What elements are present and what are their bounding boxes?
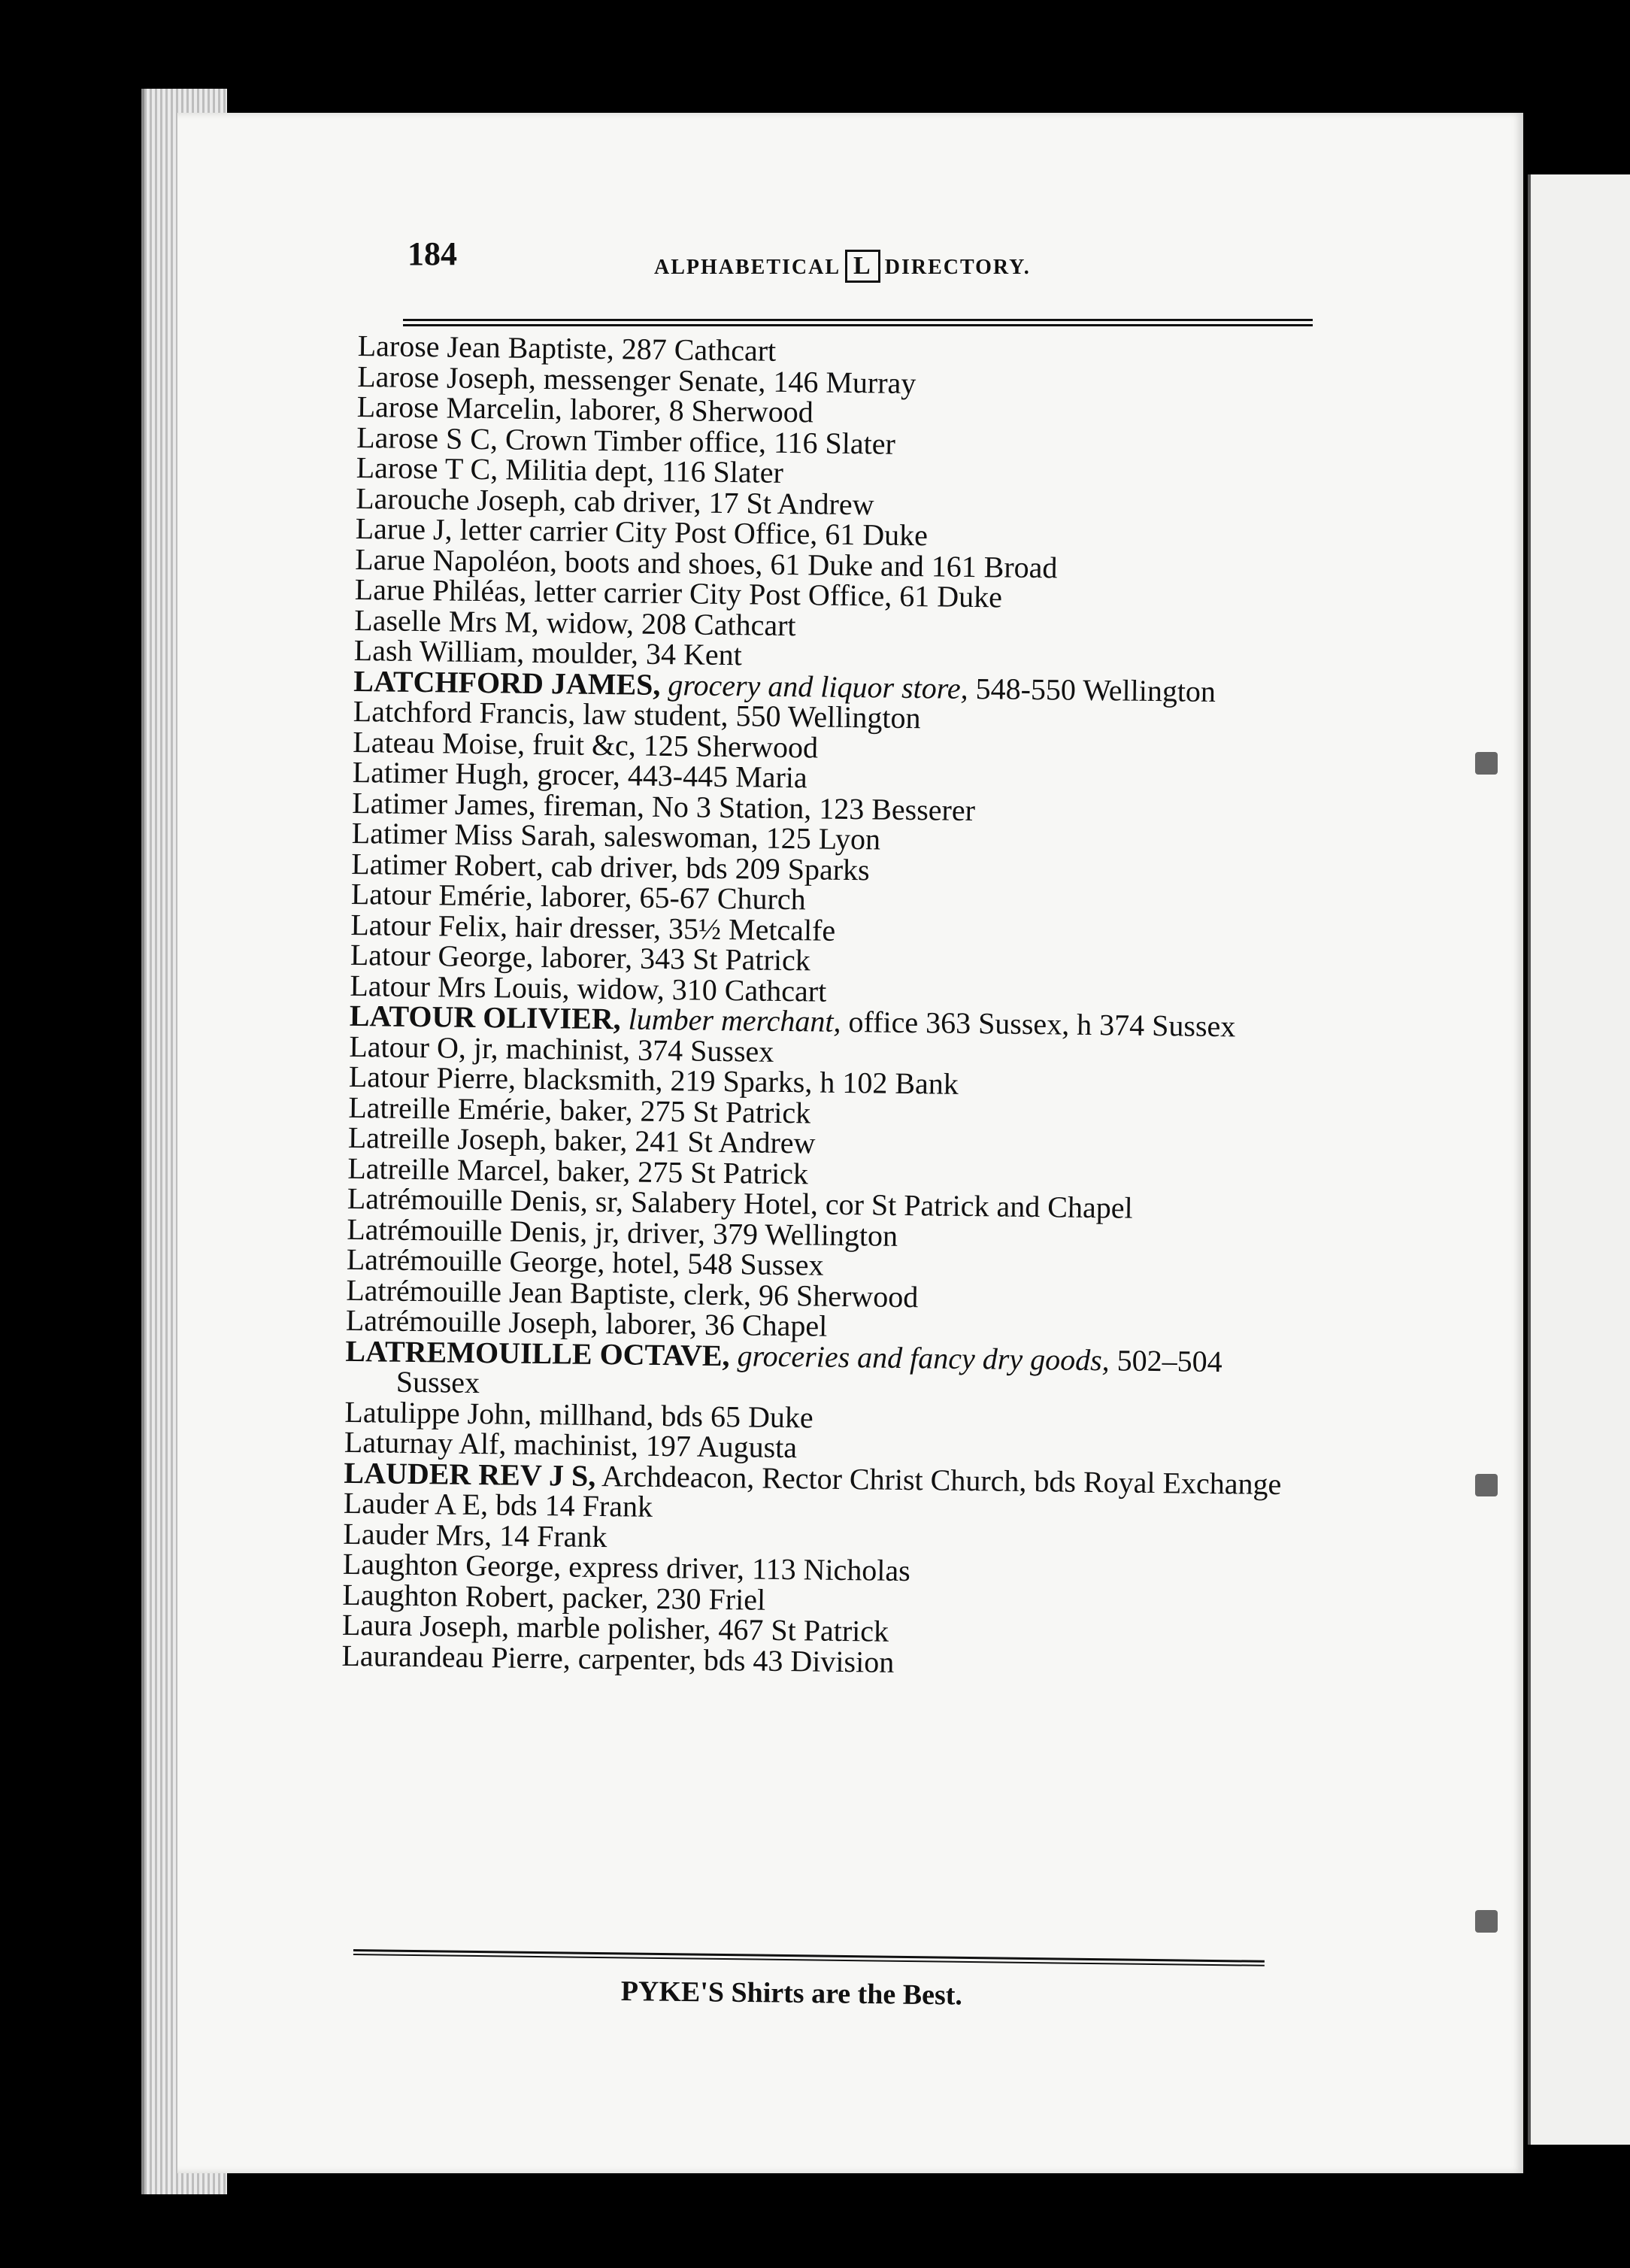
entry-details: jr, driver, 379 Wellington	[587, 1214, 898, 1253]
entry-name: Lateau Moise,	[353, 724, 526, 761]
entry-name: LATCHFORD JAMES,	[353, 663, 661, 702]
entry-name: Larose S C,	[356, 420, 498, 456]
entry-name: Lauder Mrs,	[343, 1516, 492, 1552]
entry-business: groceries and fancy dry goods,	[729, 1338, 1110, 1377]
entry-name: Latour George,	[350, 937, 534, 974]
entry-name: Larue Philéas,	[354, 572, 527, 608]
entry-name: Latulippe John,	[344, 1394, 532, 1431]
entry-name: Latour Emérie,	[350, 876, 534, 913]
entry-name: Larouche Joseph,	[356, 481, 567, 517]
entry-name: Larose T C,	[356, 450, 498, 487]
entry-name: Latour Felix,	[350, 907, 508, 943]
binding-stitch	[1475, 752, 1498, 775]
entry-name: Laturnay Alf,	[344, 1424, 507, 1461]
entry-details: Militia dept, 116 Slater	[497, 452, 784, 490]
entry-details: 548-550 Wellington	[968, 671, 1216, 708]
entry-name: Latreille Emérie,	[348, 1090, 553, 1126]
entry-name: Laurandeau Pierre,	[341, 1638, 571, 1675]
entry-name: Larose Marcelin,	[356, 389, 563, 426]
entry-name: Latimer James,	[352, 785, 536, 822]
entry-details: 287 Cathcart	[614, 332, 777, 368]
entry-name: Laselle Mrs M,	[354, 602, 540, 639]
entry-details: moulder, 34 Kent	[524, 635, 743, 672]
entry-name: Latour O,	[349, 1029, 467, 1065]
entry-name: Lauder A E,	[343, 1485, 489, 1522]
entry-details: baker, 241 St Andrew	[546, 1123, 816, 1160]
entry-name: Latrémouille George,	[346, 1242, 605, 1280]
entry-name: Latour Mrs Louis,	[350, 968, 570, 1005]
entry-details: millhand, bds 65 Duke	[532, 1396, 813, 1435]
entry-details: 14 Frank	[491, 1518, 607, 1554]
entry-details: clerk, 96 Sherwood	[675, 1276, 919, 1314]
entry-details: sr, Salabery Hotel, cor St Patrick and Chapel	[587, 1184, 1133, 1225]
entry-details: hair dresser, 35½ Metcalfe	[507, 908, 836, 948]
entry-details: office 363 Sussex, h 374 Sussex	[841, 1004, 1236, 1044]
entry-name: Laughton Robert,	[342, 1577, 555, 1614]
entry-name: LATOUR OLIVIER,	[349, 998, 621, 1036]
running-head-letter: L	[845, 250, 880, 283]
entry-details: laborer, 65-67 Church	[532, 878, 806, 917]
entry-name: Latimer Robert,	[351, 846, 544, 883]
entry-name: Larue Napoléon,	[355, 541, 558, 578]
entry-name: Latreille Marcel,	[347, 1151, 550, 1187]
entry-name: Lash William,	[353, 632, 525, 669]
entry-details: fruit &c, 125 Sherwood	[524, 726, 819, 765]
entry-details: grocer, 443-445 Maria	[529, 757, 807, 795]
entry-details: carpenter, bds 43 Division	[570, 1641, 895, 1679]
entry-details: hotel, 548 Sussex	[604, 1245, 824, 1282]
entry-details: widow, 208 Cathcart	[538, 605, 796, 642]
entry-name: Latrémouille Denis,	[347, 1211, 588, 1249]
entry-business: lumber merchant,	[620, 1002, 841, 1038]
entry-details: fireman, No 3 Station, 123 Besserer	[535, 787, 976, 827]
entry-details: letter carrier City Post Office, 61 Duke	[452, 512, 929, 553]
entry-details: baker, 275 St Patrick	[549, 1153, 809, 1190]
running-head	[654, 250, 1031, 283]
entry-details: bds 14 Frank	[487, 1487, 653, 1524]
binding-stitch	[1475, 1910, 1498, 1933]
entry-details: laborer, 343 St Patrick	[533, 939, 811, 978]
directory-entries	[341, 331, 1313, 1682]
entry-name: Larose Joseph,	[356, 359, 537, 396]
entry-details: 502–504 Sussex	[395, 1342, 1222, 1400]
footer-advertisement: PYKE'S Shirts are the Best.	[620, 1975, 963, 2012]
page-number: 184	[408, 235, 457, 272]
entry-name: Latimer Hugh,	[352, 754, 530, 791]
entry-details: packer, 230 Friel	[554, 1579, 766, 1617]
running-head-prefix: ALPHABETICAL	[654, 256, 841, 279]
entry-details: widow, 310 Cathcart	[569, 971, 827, 1008]
entry-name: Latchford Francis,	[353, 693, 576, 731]
facing-page-edge	[1528, 174, 1630, 2145]
entry-details: cab driver, 17 St Andrew	[565, 483, 874, 521]
entry-name: LAUDER REV J S,	[344, 1455, 596, 1493]
entry-name: Larose Jean Baptiste,	[357, 329, 615, 366]
entry-details: laborer, 8 Sherwood	[562, 392, 814, 429]
entry-details: express driver, 113 Nicholas	[560, 1549, 911, 1588]
entry-name: Latour Pierre,	[348, 1059, 517, 1096]
entry-name: Latrémouille Jean Baptiste,	[346, 1272, 677, 1311]
entry-details: law student, 550 Wellington	[574, 696, 921, 735]
header-double-rule	[403, 319, 1313, 326]
entry-business: grocery and liquor store,	[660, 667, 968, 705]
entry-details: saleswoman, 125 Lyon	[596, 818, 881, 857]
entry-details: jr, machinist, 374 Sussex	[465, 1030, 774, 1069]
entry-name: Larue J,	[355, 511, 453, 547]
entry-details: machinist, 197 Augusta	[506, 1427, 798, 1465]
running-head-suffix: DIRECTORY.	[884, 256, 1031, 279]
entry-details: cab driver, bds 209 Sparks	[543, 848, 870, 887]
entry-name: Latrémouille Denis,	[347, 1181, 589, 1218]
entry-name: Latreille Joseph,	[347, 1120, 547, 1157]
entry-name: LATREMOUILLE OCTAVE,	[345, 1333, 730, 1372]
entry-details: messenger Senate, 146 Murray	[535, 361, 916, 400]
entry-details: boots and shoes, 61 Duke and 161 Broad	[556, 544, 1058, 584]
entry-details: letter carrier City Post Office, 61 Duke	[526, 574, 1003, 614]
entry-name: Laura Joseph,	[341, 1607, 510, 1644]
entry-details: Archdeacon, Rector Christ Church, bds Royal Exchange	[595, 1458, 1282, 1501]
entry-name: Latimer Miss Sarah,	[351, 815, 597, 853]
binding-stitch	[1475, 1474, 1498, 1496]
entry-name: Latrémouille Joseph,	[345, 1302, 598, 1340]
entry-details: baker, 275 St Patrick	[552, 1092, 811, 1129]
entry-details: marble polisher, 467 St Patrick	[508, 1609, 889, 1648]
entry-details: Crown Timber office, 116 Slater	[497, 421, 896, 461]
entry-details: blacksmith, 219 Sparks, h 102 Bank	[515, 1061, 959, 1101]
entry-details: laborer, 36 Chapel	[598, 1306, 828, 1343]
entry-name: Laughton George,	[342, 1546, 562, 1584]
